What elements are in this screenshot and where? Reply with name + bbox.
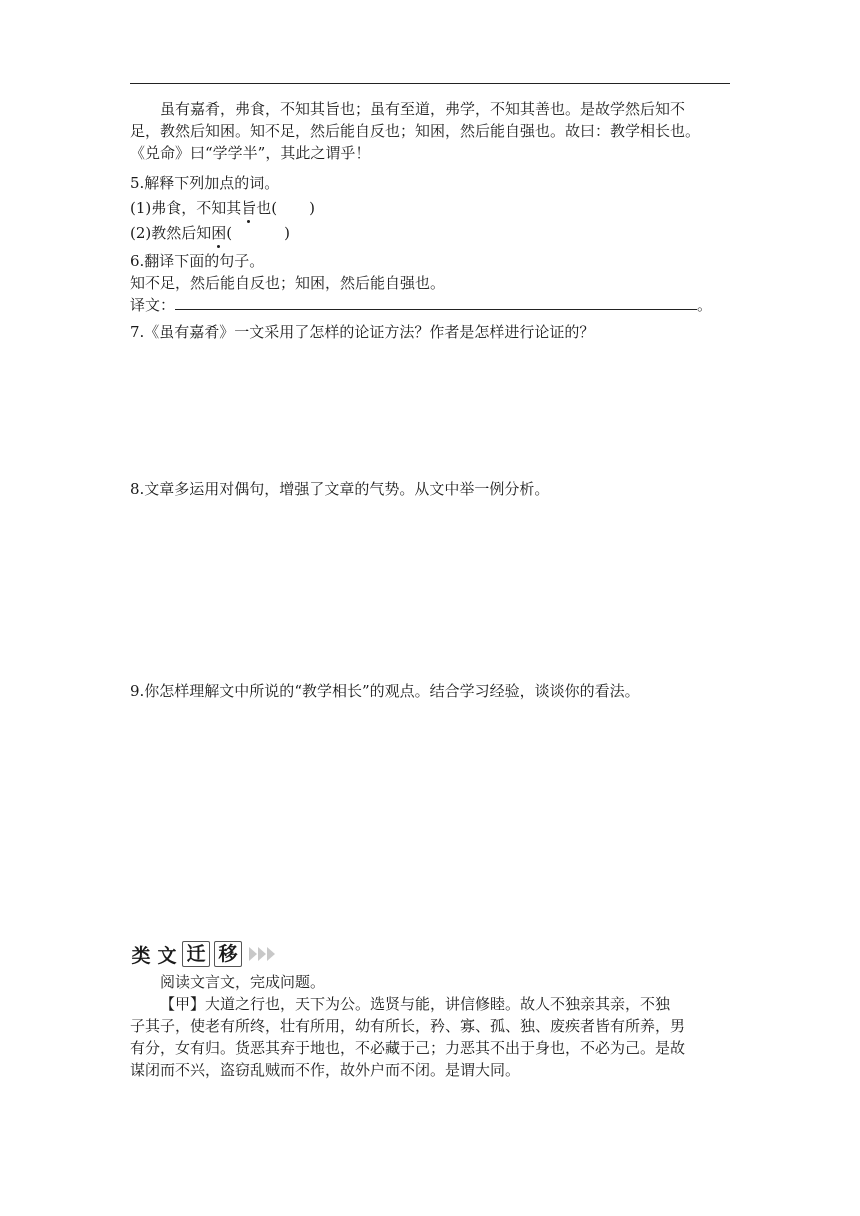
question-7-text: 7.《虽有嘉肴》一文采用了怎样的论证方法？作者是怎样进行论证的？ (130, 323, 595, 341)
passage-line: 《兑命》曰“学学半”，其此之谓乎！ (130, 144, 371, 162)
translation-end: 。 (697, 296, 713, 314)
question-6-sentence: 知不足，然后能自反也；知困，然后能自强也。 (130, 274, 446, 292)
item-2-prefix: (2)教然后知 (130, 224, 212, 242)
passage (130, 98, 730, 164)
translation-blank[interactable] (175, 294, 697, 310)
question-5-title: 5.解释下列加点的词。 (130, 174, 280, 192)
passage-line: 虽有嘉肴，弗食，不知其旨也；虽有至道，弗学，不知其善也。是故学然后知不 (160, 100, 686, 118)
dotted-word-zhi: 旨 (241, 199, 257, 217)
translation-label: 译文： (130, 296, 176, 314)
item-2-open: ( (226, 224, 233, 242)
banner-char: 类 (131, 944, 151, 967)
translation-line (130, 294, 730, 316)
question-6-title: 6.翻译下面的句子。 (130, 252, 265, 270)
question-5-item-1 (130, 197, 730, 219)
banner-char: 文 (157, 944, 177, 967)
dotted-word-kun: 困 (211, 224, 227, 242)
question-9 (130, 680, 730, 702)
section-line: 【甲】大道之行也，天下为公。选贤与能，讲信修睦。故人不独亲其亲，不独 (160, 995, 671, 1013)
item-1-prefix: (1)弗食，不知其 (130, 199, 242, 217)
question-8 (130, 478, 730, 500)
question-9-text: 9.你怎样理解文中所说的“教学相长”的观点。结合学习经验，谈谈你的看法。 (130, 682, 640, 700)
banner-char-boxed: 移 (214, 941, 242, 967)
passage-line: 足，教然后知困。知不足，然后能自反也；知困，然后能自强也。故曰：教学相长也。 (130, 122, 701, 140)
section-line: 谋闭而不兴，盗窃乱贼而不作，故外户而不闭。是谓大同。 (130, 1061, 521, 1079)
question-5 (130, 172, 730, 244)
item-1-close: ) (309, 199, 315, 217)
question-5-item-2 (130, 222, 730, 244)
question-6 (130, 250, 730, 316)
banner-arrows-icon (248, 947, 275, 961)
banner-char-boxed: 迁 (182, 941, 210, 967)
header-rule (130, 83, 730, 84)
question-8-text: 8.文章多运用对偶句，增强了文章的气势。从文中举一例分析。 (130, 480, 550, 498)
section-banner (130, 940, 275, 968)
item-1-suffix: 也( (256, 199, 278, 217)
section-passage (130, 971, 730, 1081)
section-intro: 阅读文言文，完成问题。 (160, 973, 326, 991)
section-line: 子其子，使老有所终，壮有所用，幼有所长，矜、寡、孤、独、废疾者皆有所养，男 (130, 1017, 686, 1035)
section-line: 有分，女有归。货恶其弃于地也，不必藏于己；力恶其不出于身也，不必为己。是故 (130, 1039, 686, 1057)
question-7 (130, 321, 730, 343)
item-2-close: ) (284, 224, 290, 242)
